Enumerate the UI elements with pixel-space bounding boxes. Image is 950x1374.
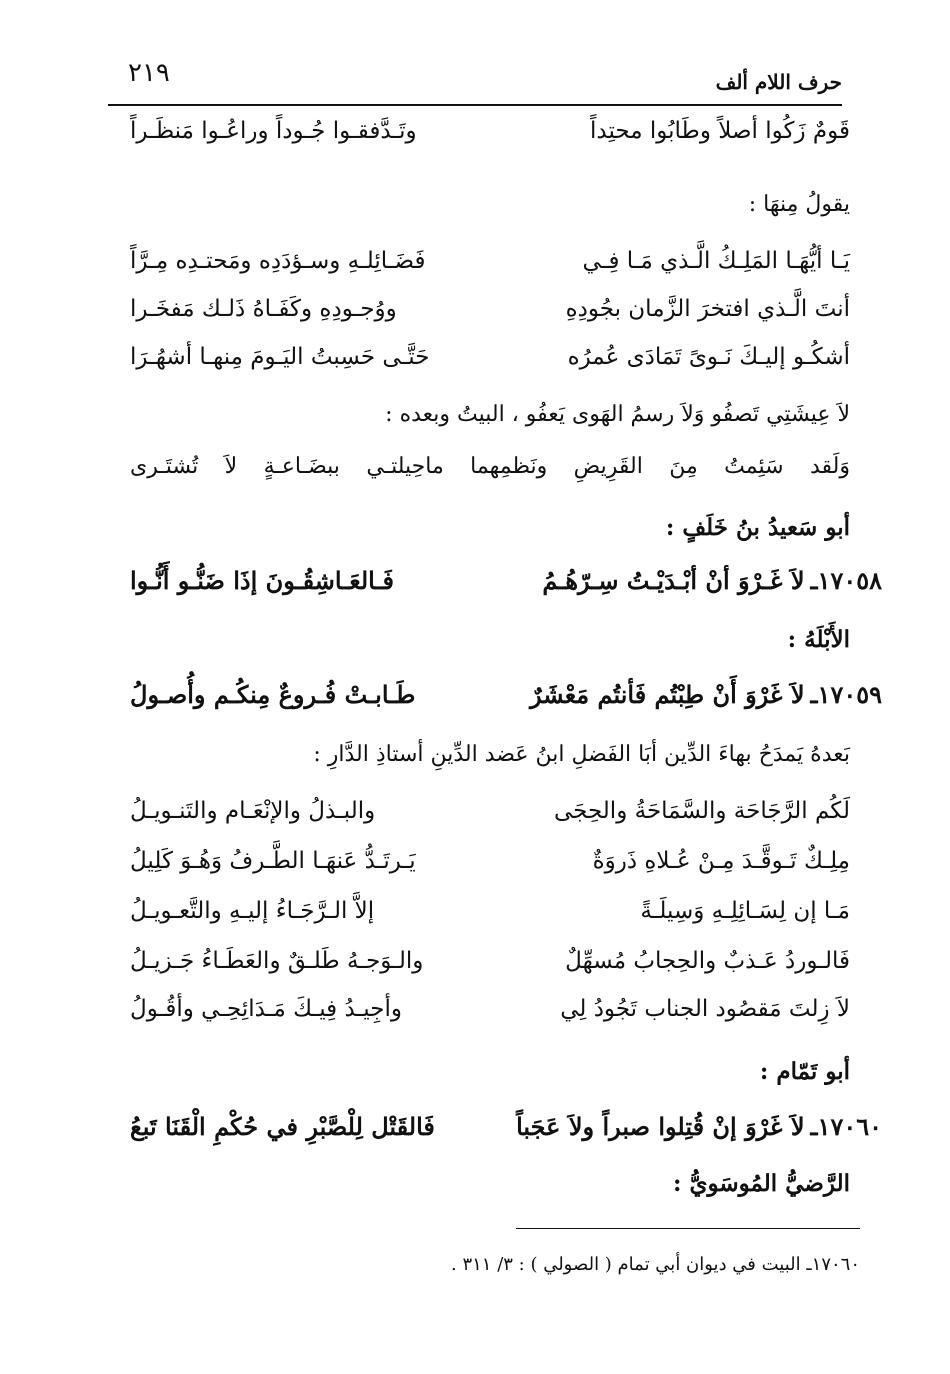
verse-line: وَلَقد سَئِمتُ مِنَ القَرِيضِ ونَظمِهما ماحِيلتـي ببضَـاعـةٍ لاَ تُشتَـرى xyxy=(130,454,850,479)
second-hemistich: فَـالعَـاشِقُـونَ إذَا ضَنُّـو أَنُّـوا xyxy=(130,566,394,595)
prose-line: بَعدهُ يَمدَحُ بهاءَ الدِّين أبَا الفَضلِ ابنُ عَضد الدِّينِ أستاذِ الدَّارِ : xyxy=(313,742,850,767)
verse-couplet xyxy=(130,996,850,1022)
first-hemistich: لاَ زِلتَ مَقصُود الجناب تَجُودُ لِي xyxy=(560,996,850,1022)
section-title: حرف اللام ألف xyxy=(715,70,842,94)
verse-number: ١٧٠٥٩ـ xyxy=(810,680,882,709)
poet-name: الرَّضيُّ المُوسَويُّ : xyxy=(672,1170,850,1197)
verse-couplet xyxy=(130,296,850,322)
verse-couplet xyxy=(130,344,850,370)
first-hemistich: فَالـوردُ عَـذبٌ والحِجابُ مُسهِّلٌ xyxy=(565,948,850,974)
numbered-verse xyxy=(130,1112,882,1141)
first-hemistich: يَـا أيُّهَـا المَلِـكُ الَّـذي مَـا فِـي xyxy=(582,248,850,274)
verse-number: ١٧٠٦٠ـ xyxy=(810,1112,882,1141)
first-hemistich: أنتَ الَّـذي افتخرَ الزَّمان بجُودِهِ xyxy=(565,296,850,322)
second-hemistich: طَـابـتْ فُـروعٌ مِنكُـم وأُصـولُ xyxy=(130,680,416,709)
first-hemistich: مَـا إن لِسَـائِلِـهِ وَسِيلَـةً xyxy=(640,898,850,924)
numbered-verse xyxy=(130,566,882,595)
first-hemistich: لاَ غَرْوَ إنْ قُتِلوا صبراً ولاَ عَجَباً xyxy=(516,1112,805,1141)
first-hemistich: لَكُم الرَّجَاحَة والسَّمَاحَةُ والحِجَى xyxy=(553,798,850,824)
numbered-verse xyxy=(130,680,882,709)
second-hemistich: فَضَـائِلـهِ وسـؤدَدِه ومَحتـدِه مِـرَّاً xyxy=(130,248,426,274)
second-hemistich: وأجِيـدُ فِيـكَ مَـدَائِحِـي وأقُـولُ xyxy=(130,996,402,1022)
first-hemistich: لاَ غَـرْوَ أنْ أبْـدَيْـتُ سِـرّهُـمُ xyxy=(542,566,805,595)
poet-name: أبو تَمّام : xyxy=(759,1058,850,1085)
second-hemistich: وتَـدَّفقـوا جُـوداً وراعُـوا مَنظَـراً xyxy=(130,118,417,144)
second-hemistich: ووُجـودِهِ وكَفَـاهُ ذَلـك مَفخَـرا xyxy=(130,296,397,322)
verse-couplet xyxy=(130,948,850,974)
prose-line: لاَ عِيشَتِي تَصفُو وَلاَ رسمُ الهَوى يَعفُو ، البيتُ وبعده : xyxy=(385,402,850,427)
prose-line: يقولُ مِنهَا : xyxy=(748,192,850,217)
first-hemistich: مِلِـكٌ تَـوقَّـدَ مِـنْ عُـلاهِ ذَروَةٌ xyxy=(592,848,850,874)
verse-couplet xyxy=(130,248,850,274)
poet-name: أبو سَعيدُ بنُ خَلَفٍ : xyxy=(665,514,850,541)
footnote-divider xyxy=(516,1228,860,1229)
page-header xyxy=(108,56,842,106)
first-hemistich: قَومٌ زَكُوا أصلاً وطَابُوا محتِداً xyxy=(590,118,850,144)
second-hemistich: والـوَجـهُ طَلـقٌ والعَطَـاءُ جَـزيـلُ xyxy=(130,948,424,974)
verse-couplet xyxy=(130,848,850,874)
first-hemistich: لاَ غَرْوَ أَنْ طِبْتُم فَأنتُم مَعْشَرٌ xyxy=(530,680,805,709)
first-hemistich: أشكُـو إليـكَ نَـوىً تَمَادَى عُمرُه xyxy=(567,344,850,370)
poet-name: الأَبْلَهُ : xyxy=(787,626,850,653)
second-hemistich: والبـذلُ والإنْعَـام والتَنـويـلُ xyxy=(130,798,376,824)
verse-couplet xyxy=(130,898,850,924)
second-hemistich: فَالقَتْل لِلْصَّبْرِ في حُكْمِ الْقَنَا تَبعُ xyxy=(130,1112,435,1141)
footnote: ١٧٠٦٠ـ البيت في ديوان أبي تمام ( الصولي ) : ٣/ ٣١١ . xyxy=(451,1254,860,1275)
verse-number: ١٧٠٥٨ـ xyxy=(810,566,882,595)
second-hemistich: يَـرتَـدُّ عَنهَـا الطَّـرفُ وَهُـوَ كَلِيلُ xyxy=(130,848,416,874)
page-number: ٢١٩ xyxy=(128,58,170,88)
verse-couplet xyxy=(130,798,850,824)
second-hemistich: حَتَّـى حَسِبتُ اليَـومَ مِنهـا أشهُـرَا xyxy=(130,344,430,370)
verse-couplet xyxy=(130,118,850,144)
second-hemistich: إلاَّ الـرَّجَـاءُ إليـهِ والتَّعـويـلُ xyxy=(130,898,375,924)
